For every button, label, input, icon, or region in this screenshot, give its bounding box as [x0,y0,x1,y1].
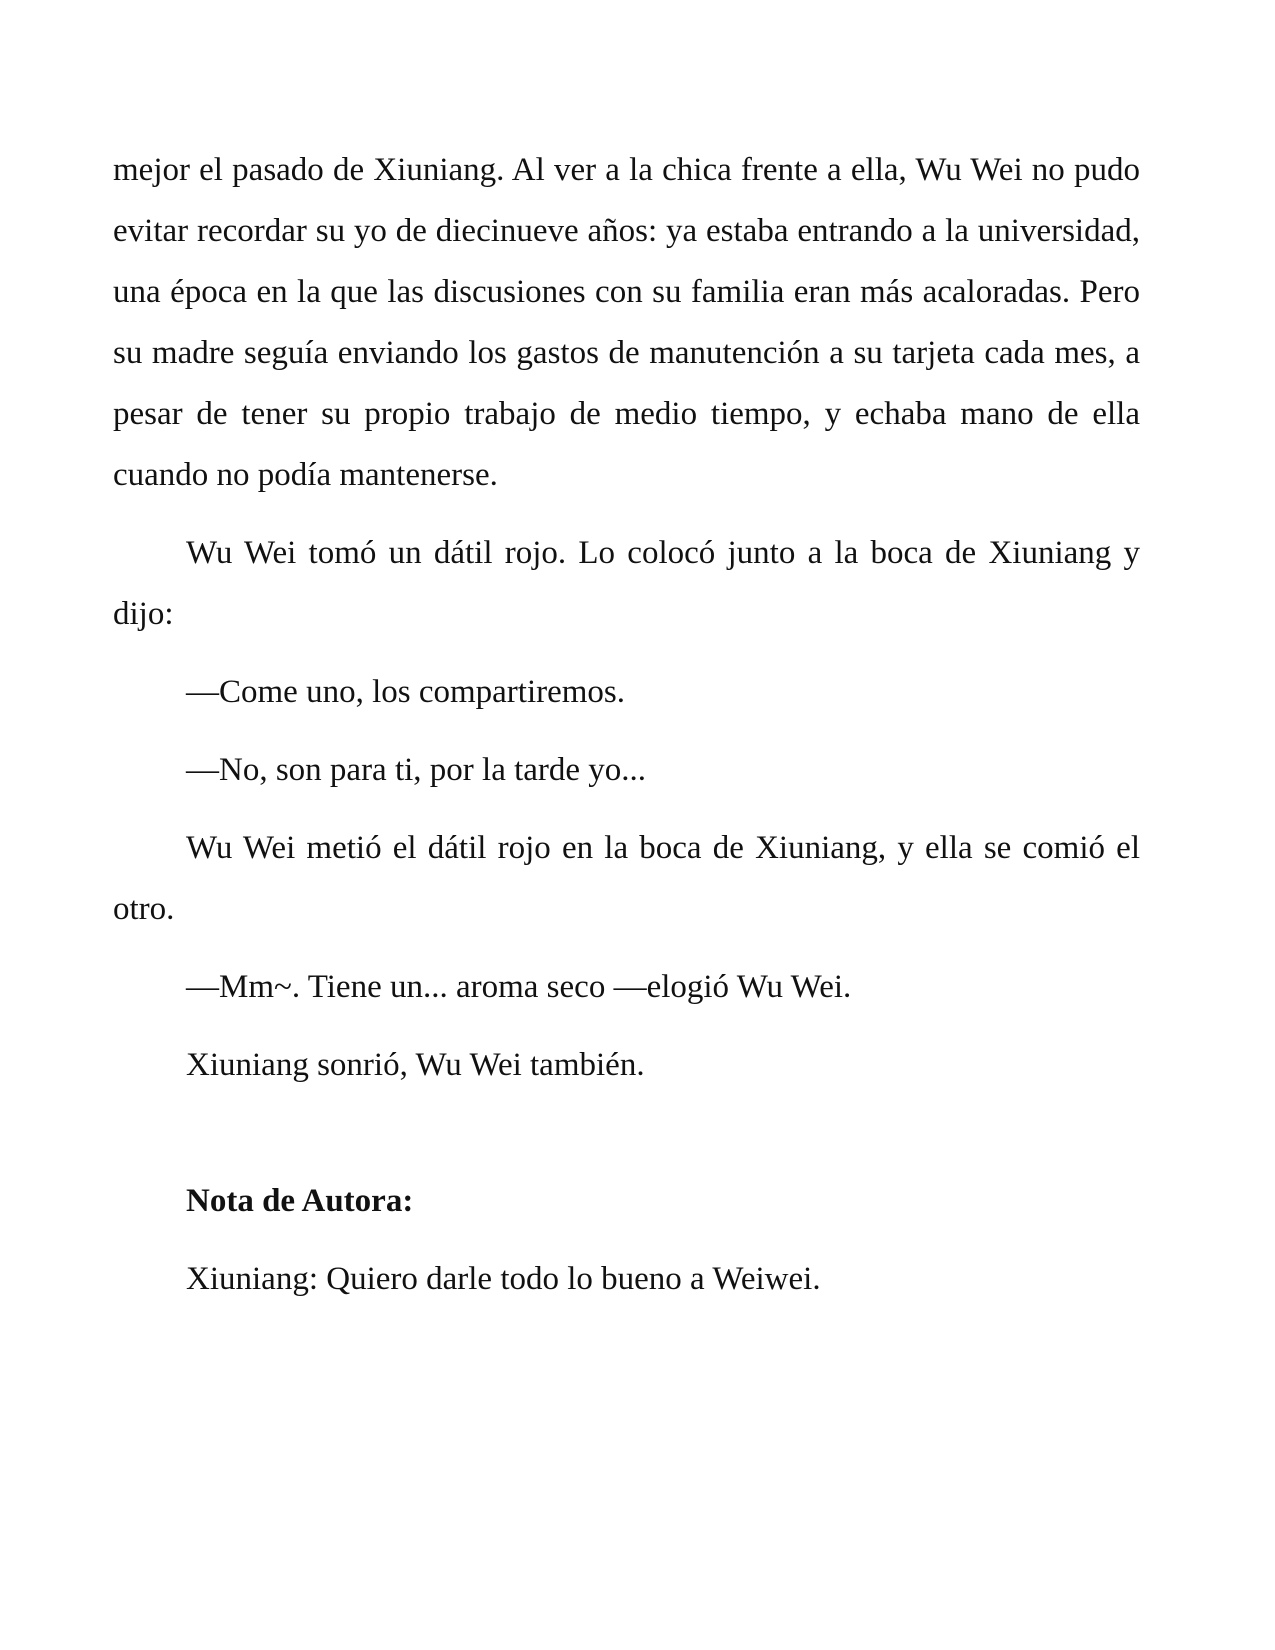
dialogue-line-2: —No, son para ti, por la tarde yo... [186,752,647,788]
author-note-heading: Nota de Autora: [186,1183,414,1219]
document-body [113,140,1140,1327]
paragraph-3: Wu Wei metió el dátil rojo en la boca de Xiuniang, y ella se comió el otro. [113,830,1140,927]
paragraph-2: Wu Wei tomó un dátil rojo. Lo colocó junto a la boca de Xiuniang y dijo: [113,535,1140,632]
author-note-text: Xiuniang: Quiero darle todo lo bueno a Weiwei. [186,1261,821,1297]
paragraph-4: Xiuniang sonrió, Wu Wei también. [186,1047,645,1083]
dialogue-line-3: —Mm~. Tiene un... aroma seco —elogió Wu Wei. [186,969,852,1005]
dialogue-line-1: —Come uno, los compartiremos. [186,674,626,710]
paragraph-1: mejor el pasado de Xiuniang. Al ver a la chica frente a ella, Wu Wei no pudo evitar recordar su yo de diecinueve años: ya estaba entrando a la universidad, una época en la que las discusiones con su familia eran más acaloradas. Pero su madre seguía enviando los gastos de manutención a su tarjeta cada mes, a pesar de tener su propio trabajo de medio tiempo, y echaba mano de ella cuando no podía mantenerse. [113,152,1140,493]
